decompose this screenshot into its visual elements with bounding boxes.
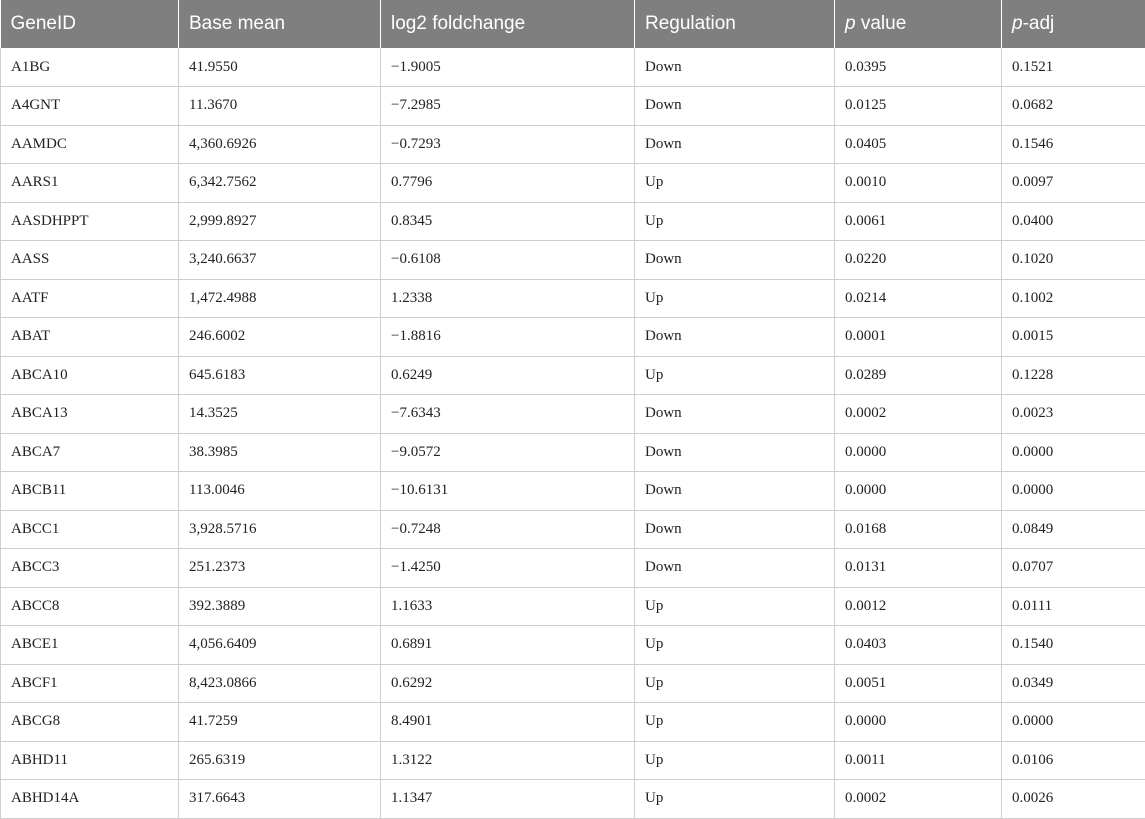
gene-id-header: [1, 0, 179, 48]
regulation-cell: Up: [635, 626, 835, 665]
gene-id-cell: AAMDC: [1, 125, 179, 164]
table-row: [1, 279, 1145, 318]
regulation-cell: Up: [635, 202, 835, 241]
log2-foldchange-header-text: log2 foldchange: [391, 13, 525, 34]
log2-foldchange-cell: 1.1633: [381, 587, 635, 626]
table-row: [1, 780, 1145, 819]
p-value-cell: 0.0403: [835, 626, 1002, 665]
regulation-cell: Down: [635, 48, 835, 87]
regulation-cell: Down: [635, 433, 835, 472]
p-adj-cell: 0.0707: [1002, 549, 1145, 588]
table-header: [1, 0, 1145, 48]
regulation-header: [635, 0, 835, 48]
regulation-cell: Down: [635, 125, 835, 164]
p-value-cell: 0.0214: [835, 279, 1002, 318]
log2-foldchange-cell: −0.7248: [381, 510, 635, 549]
table-row: [1, 87, 1145, 126]
p-value-cell: 0.0000: [835, 433, 1002, 472]
table-body: [1, 48, 1145, 818]
p-adj-cell: 0.0400: [1002, 202, 1145, 241]
gene-id-cell: ABCG8: [1, 703, 179, 742]
gene-id-cell: AASS: [1, 241, 179, 280]
regulation-cell: Down: [635, 395, 835, 434]
table-row: [1, 626, 1145, 665]
base-mean-cell: 41.9550: [179, 48, 381, 87]
p-adj-cell: 0.0026: [1002, 780, 1145, 819]
gene-id-cell: ABCA7: [1, 433, 179, 472]
p-adj-cell: 0.1002: [1002, 279, 1145, 318]
p-value-cell: 0.0061: [835, 202, 1002, 241]
p-adj-cell: 0.0106: [1002, 741, 1145, 780]
regulation-cell: Down: [635, 87, 835, 126]
regulation-cell: Up: [635, 703, 835, 742]
log2-foldchange-cell: −10.6131: [381, 472, 635, 511]
log2-foldchange-header: [381, 0, 635, 48]
p-value-cell: 0.0168: [835, 510, 1002, 549]
table-row: [1, 318, 1145, 357]
p-value-header-text: value: [856, 13, 907, 34]
p-adj-cell: 0.0015: [1002, 318, 1145, 357]
p-adj-cell: 0.0682: [1002, 87, 1145, 126]
p-value-cell: 0.0001: [835, 318, 1002, 357]
p-value-cell: 0.0012: [835, 587, 1002, 626]
base-mean-header: [179, 0, 381, 48]
base-mean-cell: 38.3985: [179, 433, 381, 472]
p-value-header: [835, 0, 1002, 48]
regulation-cell: Down: [635, 472, 835, 511]
log2-foldchange-cell: −7.2985: [381, 87, 635, 126]
log2-foldchange-cell: 8.4901: [381, 703, 635, 742]
gene-id-cell: ABAT: [1, 318, 179, 357]
table-row: [1, 164, 1145, 203]
log2-foldchange-cell: −0.7293: [381, 125, 635, 164]
gene-id-cell: ABCE1: [1, 626, 179, 665]
table-row: [1, 433, 1145, 472]
p-adj-cell: 0.0000: [1002, 472, 1145, 511]
regulation-cell: Up: [635, 279, 835, 318]
log2-foldchange-cell: −1.9005: [381, 48, 635, 87]
gene-id-cell: ABCF1: [1, 664, 179, 703]
p-value-cell: 0.0131: [835, 549, 1002, 588]
gene-id-cell: ABCC8: [1, 587, 179, 626]
p-value-cell: 0.0010: [835, 164, 1002, 203]
p-value-cell: 0.0002: [835, 780, 1002, 819]
table-row: [1, 664, 1145, 703]
table-row: [1, 125, 1145, 164]
log2-foldchange-cell: 1.3122: [381, 741, 635, 780]
log2-foldchange-cell: 0.7796: [381, 164, 635, 203]
p-adj-cell: 0.0349: [1002, 664, 1145, 703]
log2-foldchange-cell: −7.6343: [381, 395, 635, 434]
table-row: [1, 741, 1145, 780]
base-mean-cell: 317.6643: [179, 780, 381, 819]
base-mean-cell: 1,472.4988: [179, 279, 381, 318]
base-mean-cell: 113.0046: [179, 472, 381, 511]
gene-id-cell: ABCB11: [1, 472, 179, 511]
gene-id-cell: A1BG: [1, 48, 179, 87]
p-value-cell: 0.0220: [835, 241, 1002, 280]
p-adj-header: [1002, 0, 1145, 48]
base-mean-cell: 4,360.6926: [179, 125, 381, 164]
p-value-cell: 0.0405: [835, 125, 1002, 164]
table-row: [1, 395, 1145, 434]
p-adj-cell: 0.1540: [1002, 626, 1145, 665]
regulation-cell: Up: [635, 664, 835, 703]
p-adj-cell: 0.0097: [1002, 164, 1145, 203]
p-value-header-text: p: [845, 13, 856, 34]
log2-foldchange-cell: 1.1347: [381, 780, 635, 819]
table-row: [1, 549, 1145, 588]
gene-id-cell: ABCA13: [1, 395, 179, 434]
base-mean-cell: 4,056.6409: [179, 626, 381, 665]
regulation-cell: Up: [635, 164, 835, 203]
base-mean-cell: 3,240.6637: [179, 241, 381, 280]
log2-foldchange-cell: 0.8345: [381, 202, 635, 241]
p-adj-cell: 0.0023: [1002, 395, 1145, 434]
p-adj-cell: 0.1521: [1002, 48, 1145, 87]
gene-id-cell: AARS1: [1, 164, 179, 203]
gene-id-cell: AASDHPPT: [1, 202, 179, 241]
log2-foldchange-cell: 1.2338: [381, 279, 635, 318]
log2-foldchange-cell: 0.6891: [381, 626, 635, 665]
table-row: [1, 587, 1145, 626]
p-value-cell: 0.0395: [835, 48, 1002, 87]
regulation-cell: Up: [635, 356, 835, 395]
table-row: [1, 472, 1145, 511]
base-mean-cell: 246.6002: [179, 318, 381, 357]
base-mean-cell: 265.6319: [179, 741, 381, 780]
table-row: [1, 241, 1145, 280]
p-value-cell: 0.0011: [835, 741, 1002, 780]
regulation-cell: Down: [635, 510, 835, 549]
gene-id-cell: ABCC3: [1, 549, 179, 588]
gene-id-cell: ABHD11: [1, 741, 179, 780]
log2-foldchange-cell: 0.6249: [381, 356, 635, 395]
gene-id-cell: ABCA10: [1, 356, 179, 395]
p-value-cell: 0.0000: [835, 472, 1002, 511]
gene-id-cell: ABHD14A: [1, 780, 179, 819]
log2-foldchange-cell: −0.6108: [381, 241, 635, 280]
p-value-cell: 0.0289: [835, 356, 1002, 395]
log2-foldchange-cell: −1.8816: [381, 318, 635, 357]
base-mean-cell: 251.2373: [179, 549, 381, 588]
p-value-cell: 0.0002: [835, 395, 1002, 434]
base-mean-header-text: Base mean: [189, 13, 285, 34]
gene-id-cell: ABCC1: [1, 510, 179, 549]
p-value-cell: 0.0051: [835, 664, 1002, 703]
log2-foldchange-cell: 0.6292: [381, 664, 635, 703]
base-mean-cell: 8,423.0866: [179, 664, 381, 703]
p-adj-header-text: -adj: [1023, 13, 1055, 34]
log2-foldchange-cell: −9.0572: [381, 433, 635, 472]
gene-id-header-text: GeneID: [11, 13, 76, 34]
base-mean-cell: 11.3670: [179, 87, 381, 126]
p-adj-cell: 0.1546: [1002, 125, 1145, 164]
p-adj-cell: 0.0111: [1002, 587, 1145, 626]
log2-foldchange-cell: −1.4250: [381, 549, 635, 588]
header-row: [1, 0, 1145, 48]
table-row: [1, 356, 1145, 395]
gene-id-cell: AATF: [1, 279, 179, 318]
base-mean-cell: 3,928.5716: [179, 510, 381, 549]
table-row: [1, 202, 1145, 241]
p-adj-cell: 0.0000: [1002, 703, 1145, 742]
p-value-cell: 0.0125: [835, 87, 1002, 126]
base-mean-cell: 14.3525: [179, 395, 381, 434]
regulation-cell: Down: [635, 241, 835, 280]
table-row: [1, 48, 1145, 87]
table-row: [1, 510, 1145, 549]
regulation-cell: Up: [635, 780, 835, 819]
gene-id-cell: A4GNT: [1, 87, 179, 126]
base-mean-cell: 645.6183: [179, 356, 381, 395]
p-adj-cell: 0.1228: [1002, 356, 1145, 395]
base-mean-cell: 6,342.7562: [179, 164, 381, 203]
base-mean-cell: 2,999.8927: [179, 202, 381, 241]
base-mean-cell: 41.7259: [179, 703, 381, 742]
regulation-cell: Down: [635, 549, 835, 588]
p-value-cell: 0.0000: [835, 703, 1002, 742]
regulation-cell: Up: [635, 741, 835, 780]
p-adj-header-text: p: [1012, 13, 1023, 34]
base-mean-cell: 392.3889: [179, 587, 381, 626]
table-row: [1, 703, 1145, 742]
p-adj-cell: 0.0000: [1002, 433, 1145, 472]
regulation-cell: Up: [635, 587, 835, 626]
regulation-header-text: Regulation: [645, 13, 736, 34]
p-adj-cell: 0.0849: [1002, 510, 1145, 549]
regulation-cell: Down: [635, 318, 835, 357]
p-adj-cell: 0.1020: [1002, 241, 1145, 280]
